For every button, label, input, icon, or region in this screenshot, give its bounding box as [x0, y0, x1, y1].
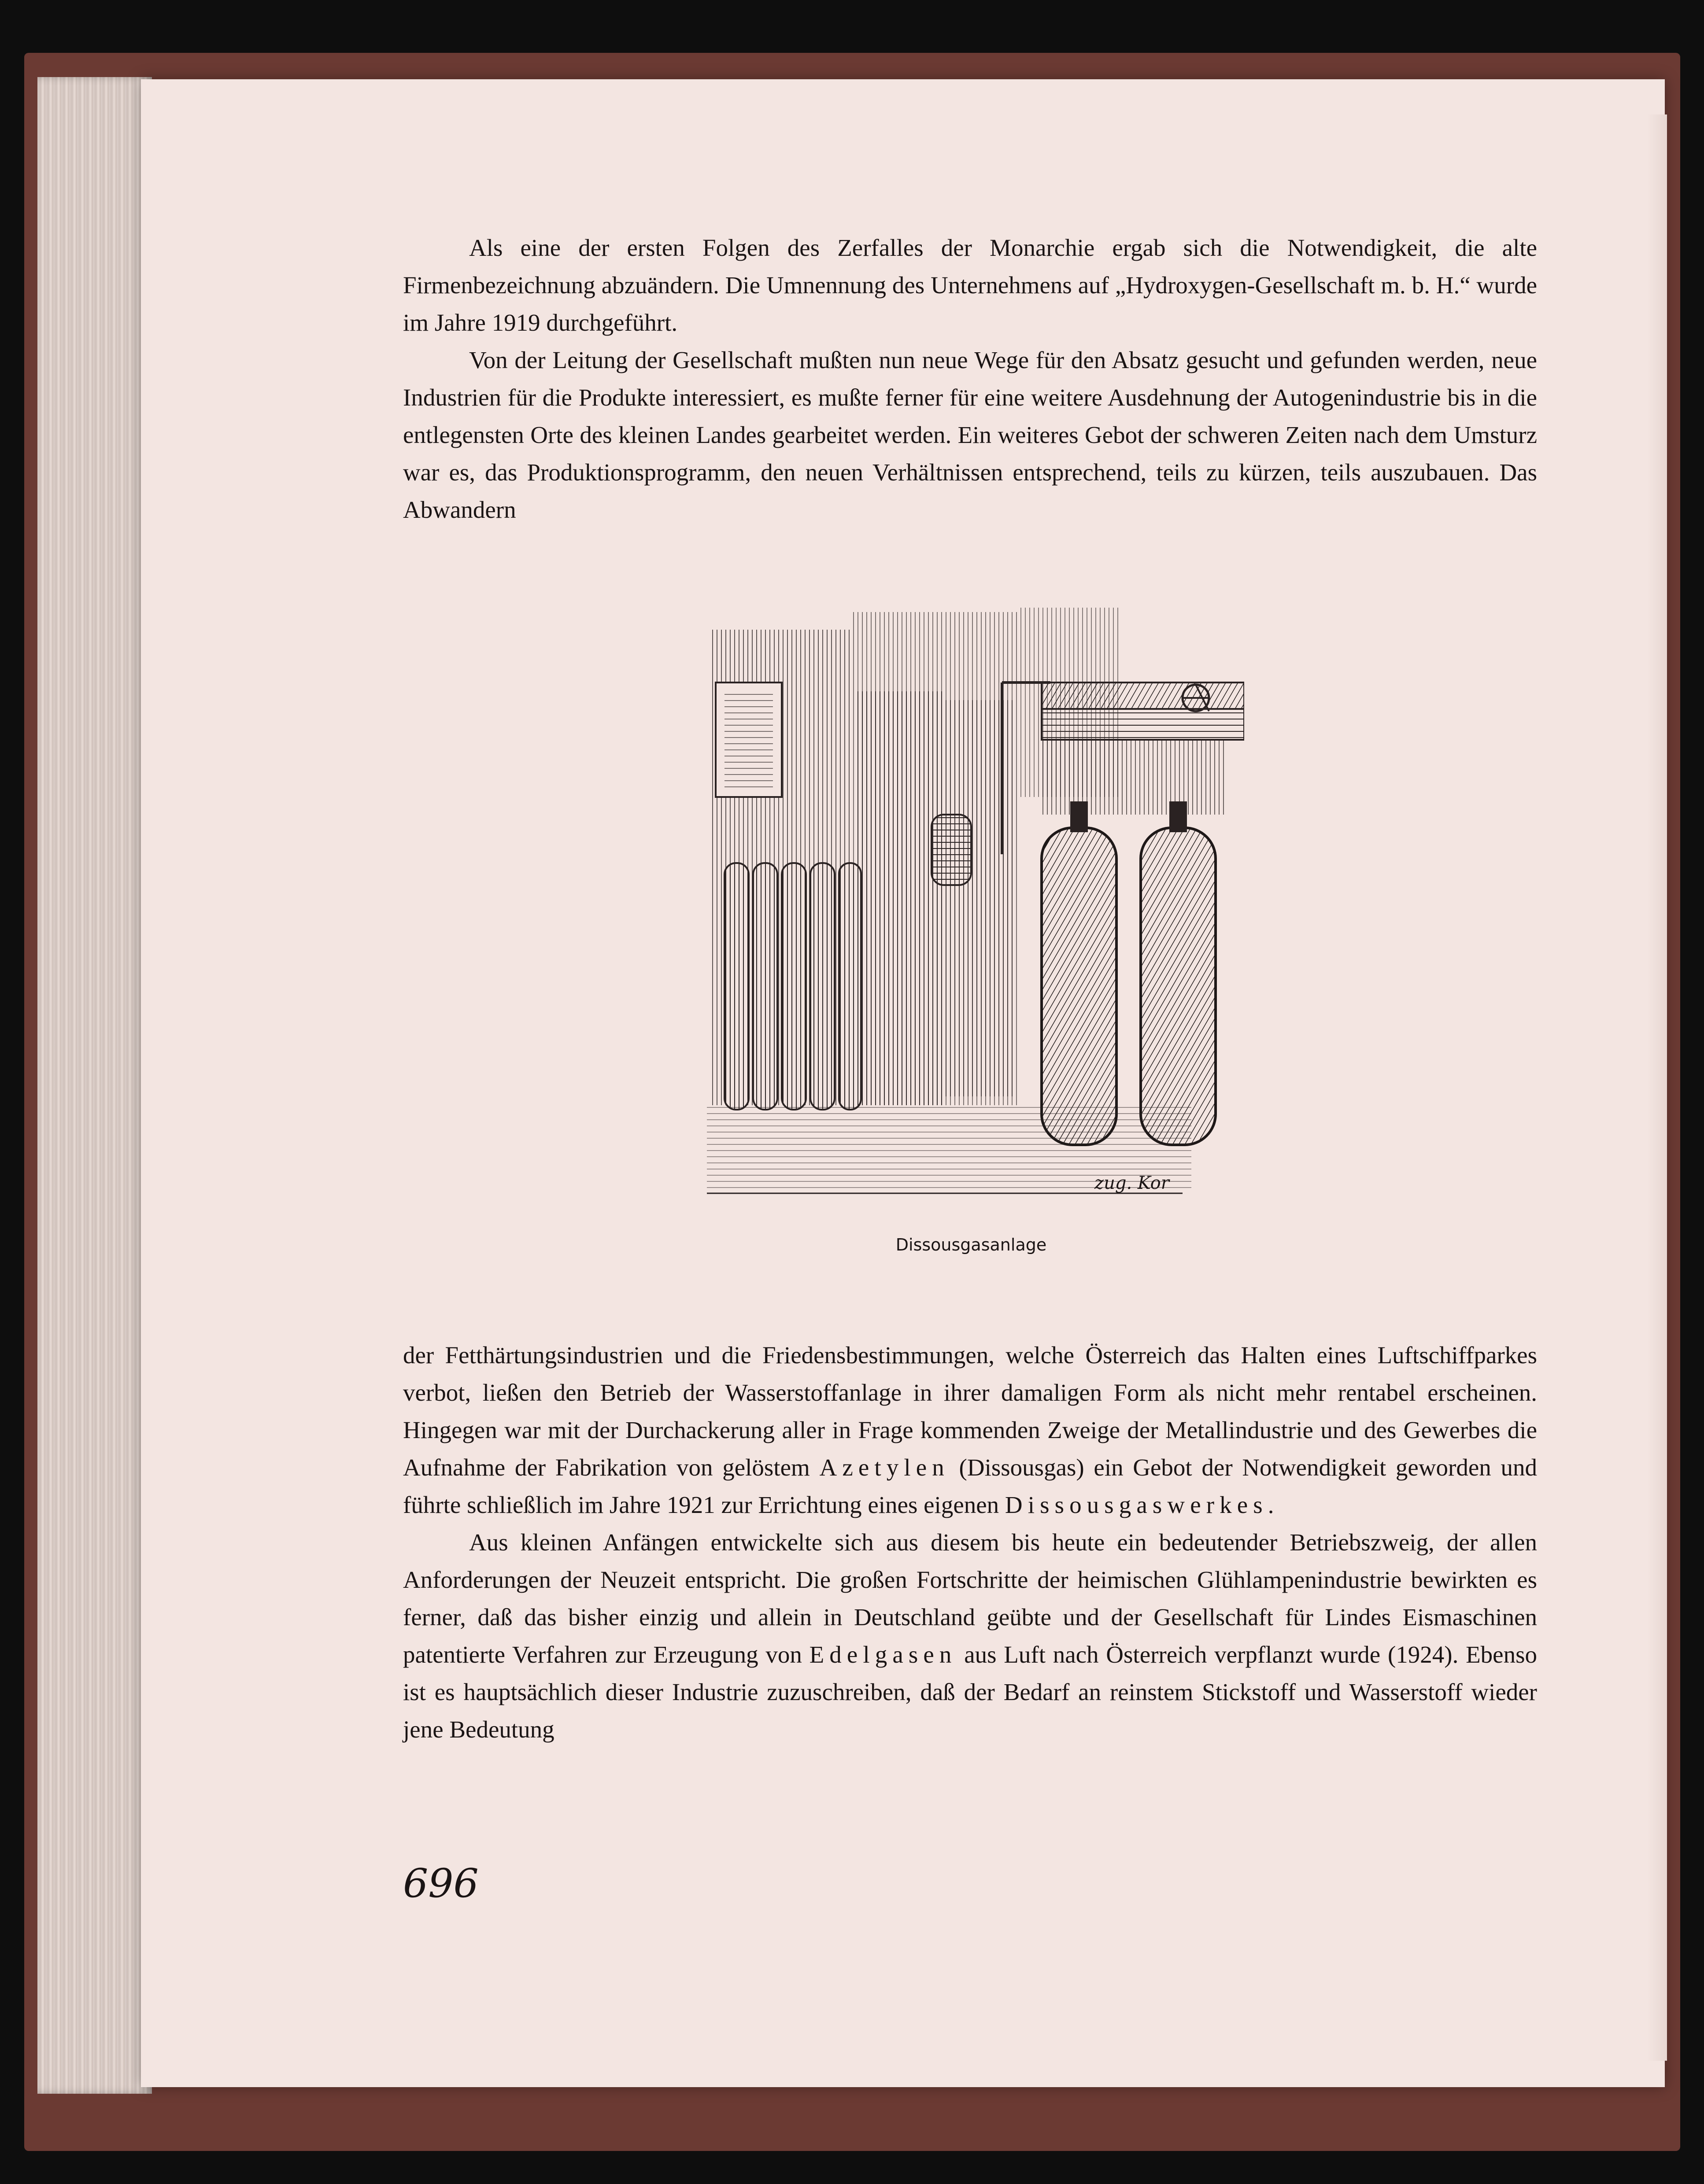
- page-fore-edge: [1647, 114, 1667, 2061]
- page-number: 696: [403, 1860, 479, 1907]
- page-stack-edges: [37, 77, 152, 2094]
- text-block-top: [403, 229, 1537, 528]
- paragraph: der Fetthärtungsindustrien und die Friedensbestimmungen, welche Österreich das Halten eines Luftschiffparkes verbot, ließen den Betrieb der Wasserstoffanlage in ihrer damaligen Form als nicht mehr rentabel erscheinen. Hingegen war mit der Durchackerung aller in Frage kommenden Zweige der Metallindustrie und des Gewerbes die Aufnahme der Fabrikation von gelöstem Azetylen (Dissousgas) ein Gebot der Notwendigkeit geworden und führte schließlich im Jahre 1921 zur Errichtung eines eigenen Dissousgaswerkes.: [403, 1342, 1537, 1518]
- artist-signature: zug. Kor: [1094, 1173, 1169, 1193]
- figure-caption: Dissousgasanlage: [895, 1235, 1047, 1254]
- text-block-bottom: [403, 1336, 1537, 1748]
- illustration-dissousgas-plant: [698, 581, 1244, 1220]
- paragraph: Aus kleinen Anfängen entwickelte sich aus diesem bis heute ein bedeutender Betriebszweig, der allen Anforderungen der Neuzeit entspricht. Die großen Fortschritte der heimischen Glühlampenindustrie bewirkten es ferner, daß das bisher einzig und allein in Deutschland geübte und der Gesellschaft für Lindes Eismaschinen patentierte Verfahren zur Erzeugung von Edelgasen aus Luft nach Österreich verpflanzt wurde (1924). Ebenso ist es hauptsächlich dieser Industrie zuzuschreiben, daß der Bedarf an reinstem Stickstoff und Wasserstoff wieder jene Bedeutung: [403, 1529, 1537, 1743]
- paragraph: Als eine der ersten Folgen des Zerfalles der Monarchie ergab sich die Notwendigkeit, die alte Firmenbezeichnung abzuändern. Die Umnennung des Unternehmens auf „Hydroxygen-Gesellschaft m. b. H.“ wurde im Jahre 1919 durchgeführt.: [403, 234, 1537, 336]
- paragraph: Von der Leitung der Gesellschaft mußten nun neue Wege für den Absatz gesucht und gefunden werden, neue Industrien für die Produkte interessiert, es mußte ferner für eine weitere Ausdehnung der Autogenindustrie bis in die entlegensten Orte des kleinen Landes gearbeitet werden. Ein weiteres Gebot der schweren Zeiten nach dem Umsturz war es, das Produktionsprogramm, den neuen Verhältnissen entsprechend, teils zu kürzen, teils auszubauen. Das Abwandern: [403, 347, 1537, 523]
- large-gas-cylinders: [1042, 801, 1216, 1145]
- small-cylinder-group: [724, 863, 861, 1110]
